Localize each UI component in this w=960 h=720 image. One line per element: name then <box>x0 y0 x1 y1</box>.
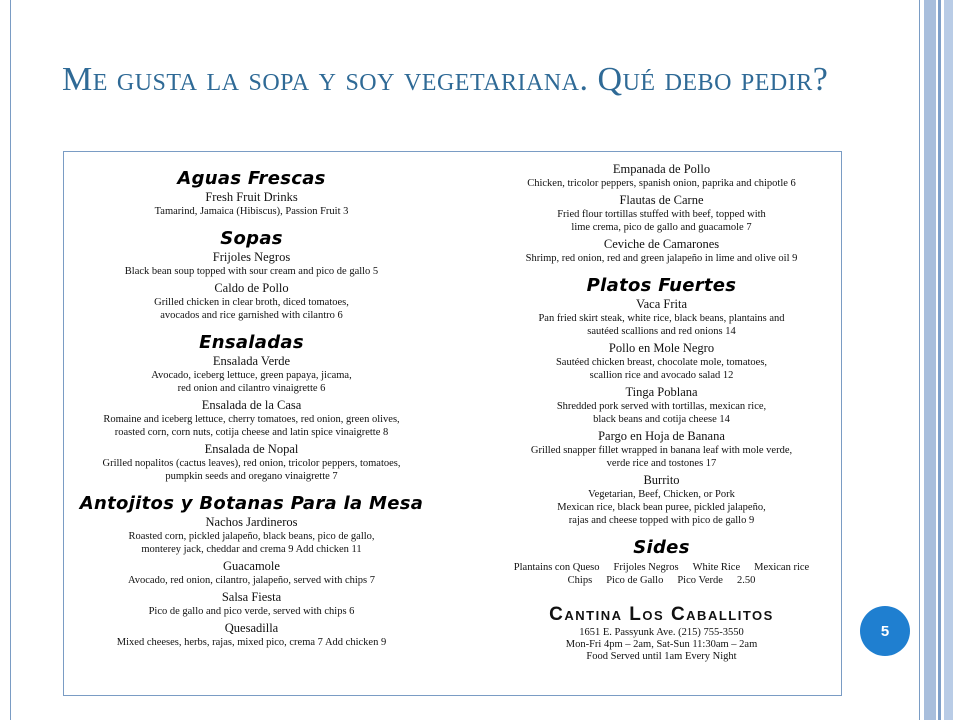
side-item: Mexican rice <box>754 562 810 573</box>
page-number-badge: 5 <box>860 606 910 656</box>
menu-dish-name: Ensalada Verde <box>212 354 291 368</box>
menu-dish-name: Guacamole <box>223 559 280 573</box>
decorative-bar <box>924 0 936 720</box>
menu-dish-name: Pargo en Hoja de Banana <box>598 429 725 443</box>
side-item: Chips <box>567 575 593 586</box>
menu-dish-description: Grilled snapper fillet wrapped in banana leaf with mole verde, <box>530 445 793 456</box>
menu-dish-description: Shredded pork served with tortillas, mexican rice, <box>556 401 767 412</box>
menu-dish-name: Ensalada de Nopal <box>204 442 299 456</box>
menu-dish-description: Pico de gallo and pico verde, served with chips 6 <box>148 606 355 617</box>
restaurant-address: 1651 E. Passyunk Ave. (215) 755-3550 <box>579 627 744 638</box>
menu-dish-name: Ensalada de la Casa <box>201 398 302 412</box>
menu-dish-name: Quesadilla <box>224 621 279 635</box>
menu-dish-description: lime crema, pico de gallo and guacamole 7 <box>571 222 752 233</box>
restaurant-food-served: Food Served until 1am Every Night <box>586 651 737 662</box>
menu-dish-description: sautéed scallions and red onions 14 <box>587 326 736 337</box>
menu-dish-description: Sautéed chicken breast, chocolate mole, tomatoes, <box>555 357 768 368</box>
menu-dish-description: Vegetarian, Beef, Chicken, or Pork <box>588 489 735 500</box>
menu-dish-description: Chicken, tricolor peppers, spanish onion, paprika and chipotle 6 <box>527 178 796 189</box>
menu-dish-name: Pollo en Mole Negro <box>608 341 715 355</box>
menu-dish-description: Grilled nopalitos (cactus leaves), red onion, tricolor peppers, tomatoes, <box>102 458 401 469</box>
slide-title: Me gusta la sopa y soy vegetariana. Qué debo pedir? <box>62 61 829 98</box>
side-item: Plantains con Queso <box>513 562 600 573</box>
menu-section-heading: Antojitos y Botanas Para la Mesa <box>79 493 424 514</box>
menu-dish-name: Salsa Fiesta <box>221 590 282 604</box>
decorative-bar <box>944 0 953 720</box>
menu-dish-name: Caldo de Pollo <box>214 281 289 295</box>
decorative-bar <box>938 0 941 720</box>
restaurant-name: Cantina Los Caballitos <box>549 604 774 625</box>
menu-dish-description: black beans and cotija cheese 14 <box>593 414 730 425</box>
menu-dish-description: avocados and rice garnished with cilantro 6 <box>160 310 343 321</box>
menu-section-heading: Platos Fuertes <box>586 275 737 296</box>
menu-dish-description: verde rice and tostones 17 <box>606 458 717 469</box>
menu-dish-description: monterey jack, cheddar and crema 9 Add chicken 11 <box>141 544 362 555</box>
menu-dish-description: roasted corn, corn nuts, cotija cheese and latin spice vinaigrette 8 <box>114 427 389 438</box>
menu-left-column <box>64 152 439 649</box>
menu-dish-description: Black bean soup topped with sour cream and pico de gallo 5 <box>124 266 379 277</box>
menu-section-heading: Ensaladas <box>199 332 304 353</box>
menu-dish-name: Ceviche de Camarones <box>603 237 720 251</box>
menu-dish-name: Empanada de Pollo <box>612 162 711 176</box>
menu-section-heading: Sides <box>633 537 690 558</box>
menu-dish-description: scallion rice and avocado salad 12 <box>589 370 734 381</box>
side-item: Pico de Gallo <box>606 575 664 586</box>
menu-dish-description: Avocado, red onion, cilantro, jalapeño, served with chips 7 <box>127 575 376 586</box>
restaurant-block <box>484 603 839 663</box>
menu-section-heading: Sopas <box>220 228 283 249</box>
menu-dish-description: Grilled chicken in clear broth, diced tomatoes, <box>154 297 349 308</box>
menu-dish-description: Avocado, iceberg lettuce, green papaya, jicama, <box>151 370 352 381</box>
menu-dish-name: Frijoles Negros <box>212 250 291 264</box>
menu-dish-description: Mexican rice, black bean puree, pickled jalapeño, <box>557 502 766 513</box>
menu-dish-description: Roasted corn, pickled jalapeño, black beans, pico de gallo, <box>128 531 375 542</box>
menu-right-column <box>484 152 839 663</box>
menu-dish-name: Vaca Frita <box>635 297 688 311</box>
menu-dish-description: red onion and cilantro vinaigrette 6 <box>177 383 326 394</box>
menu-dish-name: Nachos Jardineros <box>205 515 298 529</box>
menu-dish-description: Mixed cheeses, herbs, rajas, mixed pico, crema 7 Add chicken 9 <box>116 637 387 648</box>
menu-dish-description: Romaine and iceberg lettuce, cherry tomatoes, red onion, green olives, <box>103 414 400 425</box>
menu-right-items <box>484 152 839 559</box>
sides-row-1 <box>484 561 839 574</box>
menu-dish-name: Burrito <box>643 473 680 487</box>
menu-dish-name: Flautas de Carne <box>619 193 704 207</box>
menu-dish-description: Shrimp, red onion, red and green jalapeño in lime and olive oil 9 <box>525 253 798 264</box>
restaurant-hours: Mon-Fri 4pm – 2am, Sat-Sun 11:30am – 2am <box>565 639 758 650</box>
side-item: Frijoles Negros <box>613 562 679 573</box>
side-item: 2.50 <box>736 575 756 586</box>
menu-dish-name: Tinga Poblana <box>625 385 698 399</box>
menu-section-heading: Aguas Frescas <box>177 168 326 189</box>
menu-dish-name: Fresh Fruit Drinks <box>205 190 298 204</box>
menu-dish-description: Pan fried skirt steak, white rice, black beans, plantains and <box>538 313 785 324</box>
side-item: Pico Verde <box>677 575 723 586</box>
sides-row-2 <box>484 574 839 587</box>
menu-dish-description: Tamarind, Jamaica (Hibiscus), Passion Fruit 3 <box>154 206 349 217</box>
side-item: White Rice <box>692 562 741 573</box>
menu-dish-description: rajas and cheese topped with pico de gallo 9 <box>568 515 755 526</box>
menu-dish-description: Fried flour tortillas stuffed with beef, topped with <box>557 209 766 220</box>
menu-image <box>63 151 842 696</box>
menu-dish-description: pumpkin seeds and oregano vinaigrette 7 <box>165 471 338 482</box>
